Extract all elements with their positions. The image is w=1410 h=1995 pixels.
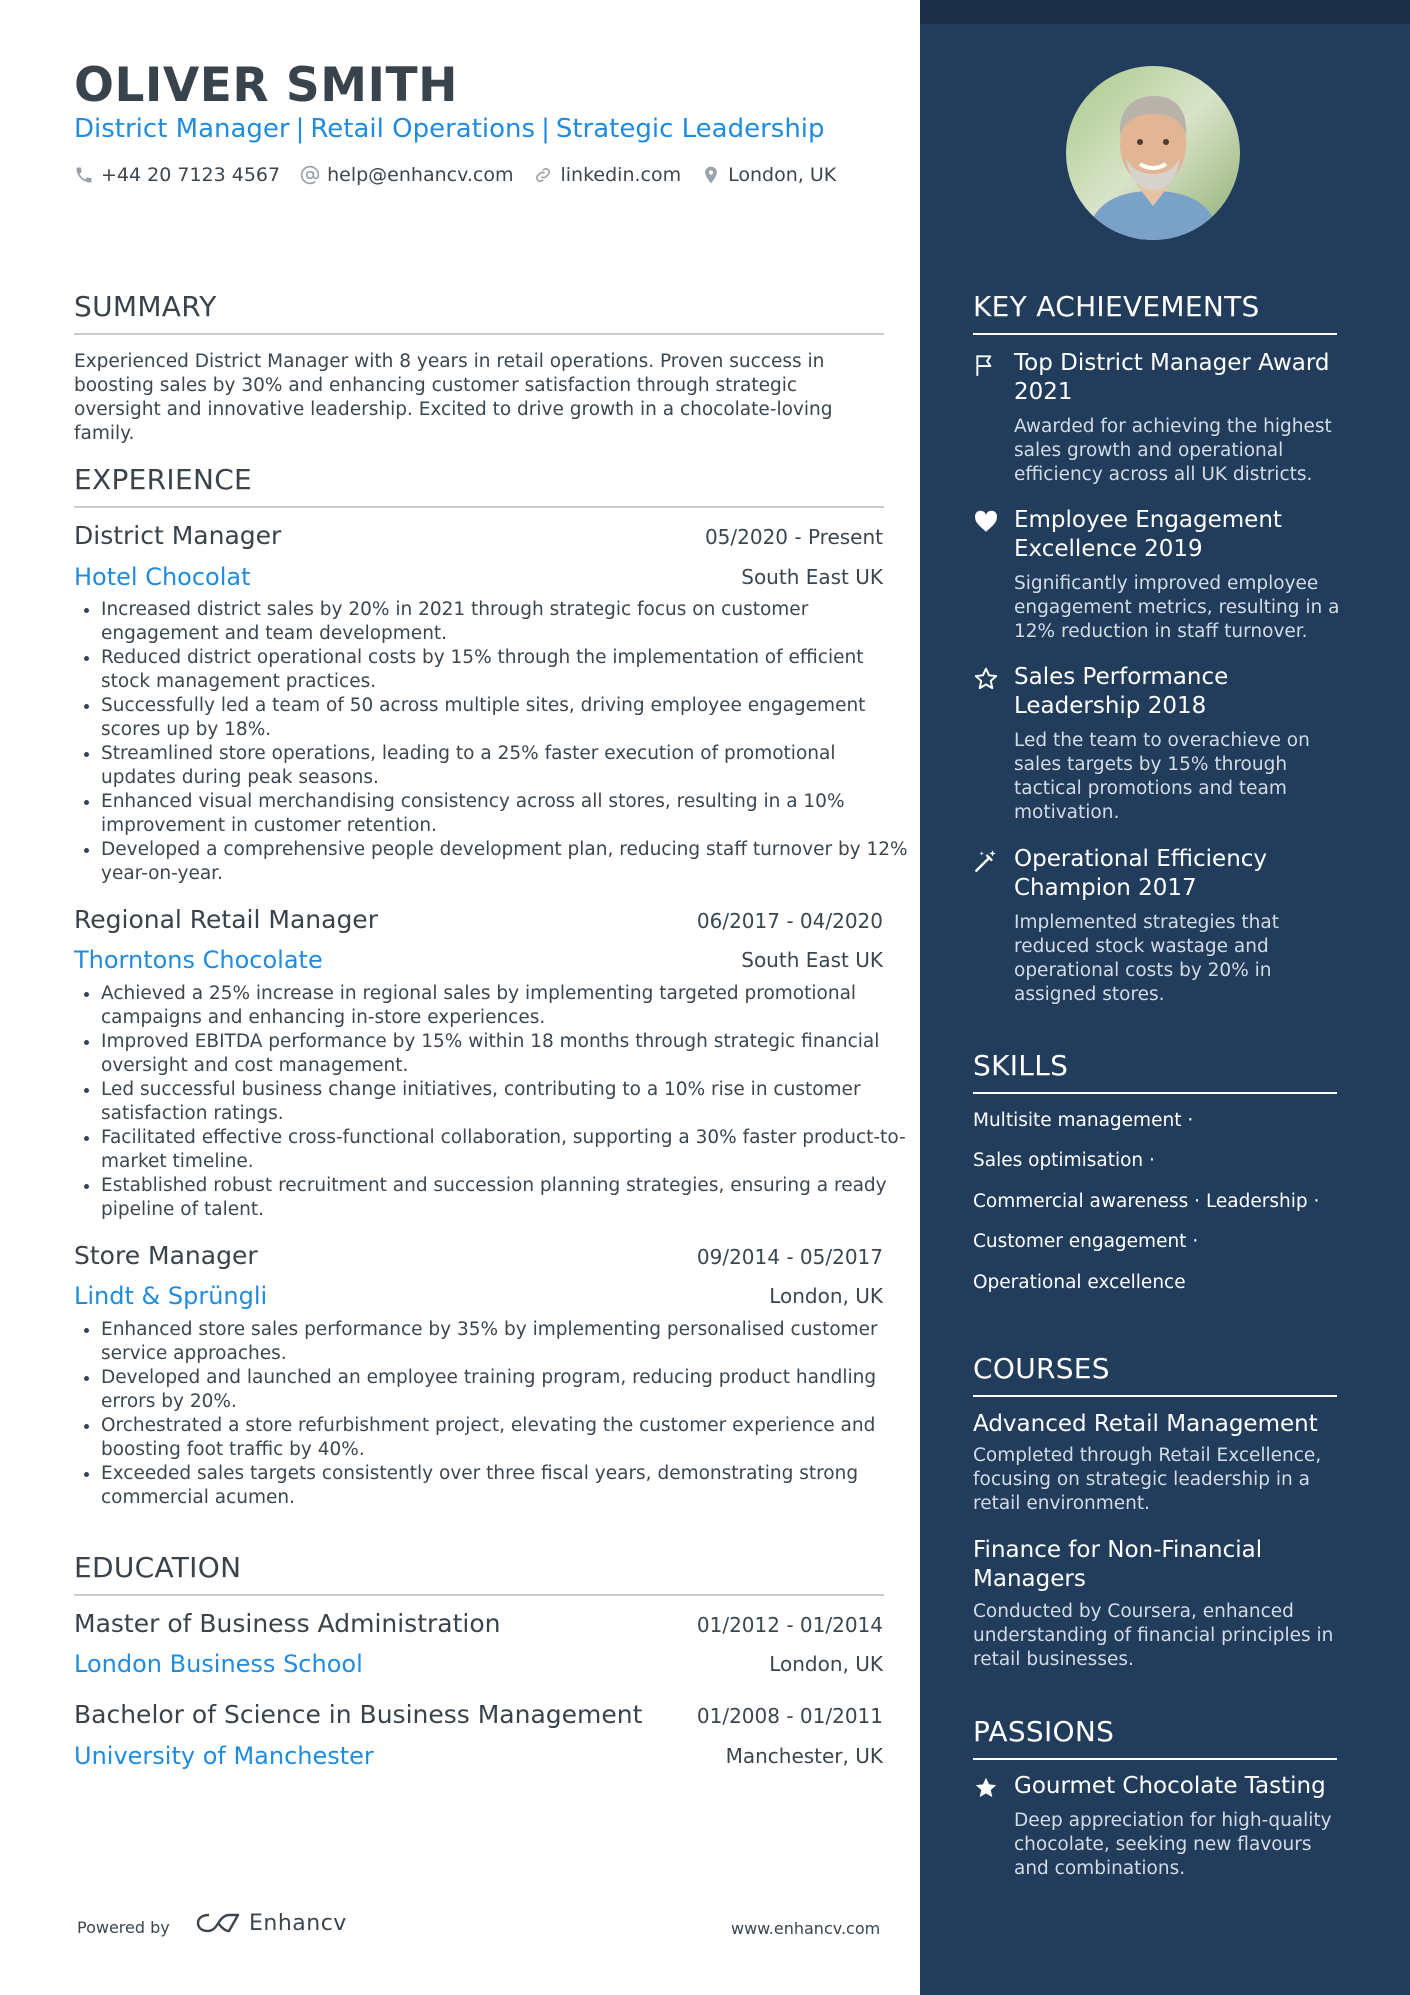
headline-separator: |: [541, 114, 550, 144]
achievements-heading: KEY ACHIEVEMENTS: [973, 290, 1337, 335]
enhancv-logo[interactable]: [195, 1910, 347, 1936]
achievement-desc: Implemented strategies that reduced stock wastage and operational costs by 20% in assigned stores.: [1014, 912, 1279, 1005]
powered-by-label: Powered by: [77, 1918, 170, 1937]
job-title: District Manager: [74, 521, 282, 550]
headline-separator: |: [295, 114, 305, 144]
list-item: • Enhanced store sales performance by 35% by implementing personalised customer service approaches.: [101, 1318, 913, 1366]
heart-icon: [973, 509, 999, 535]
link-icon: [533, 165, 553, 185]
avatar-photo: [1066, 66, 1240, 240]
linkedin-text: linkedin.com: [560, 164, 682, 186]
job-company[interactable]: Lindt & Sprüngli: [74, 1282, 268, 1310]
summary-heading: SUMMARY: [74, 290, 884, 335]
achievement-title: Employee Engagement Excellence 2019: [1014, 507, 1282, 562]
school-location: Manchester, UK: [725, 1744, 883, 1768]
avatar: [1066, 66, 1240, 240]
list-item: • Streamlined store operations, leading to a 25% faster execution of promotional updates during peak seasons.: [101, 742, 913, 790]
job-title: Store Manager: [74, 1241, 258, 1270]
candidate-name: OLIVER SMITH: [74, 58, 458, 113]
list-item: • Reduced district operational costs by 15% through the implementation of efficient stock management practices.: [101, 646, 913, 694]
degree-title: Bachelor of Science in Business Management: [74, 1700, 643, 1729]
job-location: South East UK: [741, 948, 883, 972]
job-location: London, UK: [769, 1284, 883, 1308]
contact-linkedin[interactable]: [533, 164, 681, 186]
school-location: London, UK: [769, 1652, 883, 1676]
job-company[interactable]: Hotel Chocolat: [74, 563, 251, 591]
enhancv-logo-icon: [195, 1910, 241, 1936]
skill-item: Operational excellence: [973, 1272, 1186, 1293]
experience-heading: EXPERIENCE: [74, 463, 884, 508]
skill-item: Commercial awareness · Leadership ·: [973, 1191, 1320, 1212]
achievement-title: Top District Manager Award 2021: [1014, 350, 1330, 405]
course-desc: Conducted by Coursera, enhanced understanding of financial principles in retail businesses.: [973, 1601, 1334, 1670]
list-item: • Orchestrated a store refurbishment project, elevating the customer experience and boosting foot traffic by 40%.: [101, 1414, 913, 1462]
phone-text: +44 20 7123 4567: [101, 164, 281, 186]
summary-text: Experienced District Manager with 8 years in retail operations. Proven success in boosting sales by 30% and enhancing customer satisfaction through strategic oversight and innovative leadership. Excited to drive growth in a chocolate-loving family.: [74, 351, 833, 444]
skill-item: Customer engagement ·: [973, 1231, 1199, 1252]
headline: [74, 114, 825, 144]
contact-bar: [74, 164, 856, 186]
degree-dates: 01/2012 - 01/2014: [696, 1613, 883, 1637]
job-title: Regional Retail Manager: [74, 905, 378, 934]
list-item: • Established robust recruitment and succession planning strategies, ensuring a ready pipeline of talent.: [101, 1174, 913, 1222]
list-item: • Developed and launched an employee training program, reducing product handling errors by 20%.: [101, 1366, 913, 1414]
passion-desc: Deep appreciation for high-quality chocolate, seeking new flavours and combinations.: [1014, 1810, 1332, 1879]
achievement-desc: Led the team to overachieve on sales targets by 15% through tactical promotions and team motivation.: [1014, 730, 1310, 823]
skill-item: Multisite management ·: [973, 1110, 1194, 1131]
job-bullets: [74, 598, 913, 886]
location-text: London, UK: [728, 164, 837, 186]
flag-icon: [973, 352, 999, 378]
passions-heading: PASSIONS: [973, 1715, 1337, 1760]
achievement-desc: Significantly improved employee engagement metrics, resulting in a 12% reduction in staff turnover.: [1014, 573, 1340, 642]
magic-wand-icon: [973, 848, 999, 874]
job-bullets: [74, 982, 913, 1222]
job-dates: 06/2017 - 04/2020: [696, 909, 883, 933]
sidebar-top-bar: [920, 0, 1410, 24]
headline-item: Strategic Leadership: [555, 114, 825, 144]
star-outline-icon: [973, 666, 999, 692]
list-item: • Developed a comprehensive people development plan, reducing staff turnover by 12% year-on-year.: [101, 838, 913, 886]
at-icon: [300, 165, 320, 185]
list-item: • Facilitated effective cross-functional collaboration, supporting a 30% faster product-to-market timeline.: [101, 1126, 913, 1174]
school-name[interactable]: London Business School: [74, 1650, 363, 1678]
star-filled-icon: [973, 1775, 999, 1801]
location-pin-icon: [701, 165, 721, 185]
job-dates: 09/2014 - 05/2017: [696, 1245, 883, 1269]
achievement-title: Sales Performance Leadership 2018: [1014, 664, 1229, 719]
education-heading: EDUCATION: [74, 1551, 884, 1596]
footer-url[interactable]: www.enhancv.com: [731, 1919, 881, 1938]
skills-heading: SKILLS: [973, 1049, 1337, 1094]
job-dates: 05/2020 - Present: [704, 525, 883, 549]
job-company[interactable]: Thorntons Chocolate: [74, 946, 323, 974]
email-text: help@enhancv.com: [327, 164, 514, 186]
contact-location: [701, 164, 836, 186]
list-item: • Achieved a 25% increase in regional sales by implementing targeted promotional campaigns and enhancing in-store experiences.: [101, 982, 913, 1030]
achievement-desc: Awarded for achieving the highest sales growth and operational efficiency across all UK districts.: [1014, 416, 1332, 485]
achievement-title: Operational Efficiency Champion 2017: [1014, 846, 1268, 901]
list-item: • Enhanced visual merchandising consistency across all stores, resulting in a 10% improvement in customer retention.: [101, 790, 913, 838]
list-item: • Successfully led a team of 50 across multiple sites, driving employee engagement scores up by 18%.: [101, 694, 913, 742]
list-item: • Increased district sales by 20% in 2021 through strategic focus on customer engagement and team development.: [101, 598, 913, 646]
list-item: • Exceeded sales targets consistently over three fiscal years, demonstrating strong commercial acumen.: [101, 1462, 913, 1510]
job-bullets: [74, 1318, 913, 1510]
passion-title: Gourmet Chocolate Tasting: [1014, 1773, 1326, 1799]
headline-item: District Manager: [74, 114, 290, 144]
course-desc: Completed through Retail Excellence, focusing on strategic leadership in a retail environment.: [973, 1445, 1322, 1514]
courses-heading: COURSES: [973, 1352, 1337, 1397]
degree-dates: 01/2008 - 01/2011: [696, 1704, 883, 1728]
school-name[interactable]: University of Manchester: [74, 1742, 374, 1770]
job-location: South East UK: [741, 565, 883, 589]
headline-item: Retail Operations: [310, 114, 536, 144]
course-title: Advanced Retail Management: [973, 1411, 1318, 1437]
contact-phone[interactable]: [74, 164, 280, 186]
degree-title: Master of Business Administration: [74, 1609, 501, 1638]
list-item: • Improved EBITDA performance by 15% within 18 months through strategic financial oversight and cost management.: [101, 1030, 913, 1078]
enhancv-logo-text: Enhancv: [249, 1910, 347, 1936]
course-title: Finance for Non-Financial Managers: [973, 1537, 1263, 1592]
skill-item: Sales optimisation ·: [973, 1150, 1155, 1171]
contact-email[interactable]: [300, 164, 513, 186]
list-item: • Led successful business change initiatives, contributing to a 10% rise in customer satisfaction ratings.: [101, 1078, 913, 1126]
phone-icon: [74, 165, 94, 185]
